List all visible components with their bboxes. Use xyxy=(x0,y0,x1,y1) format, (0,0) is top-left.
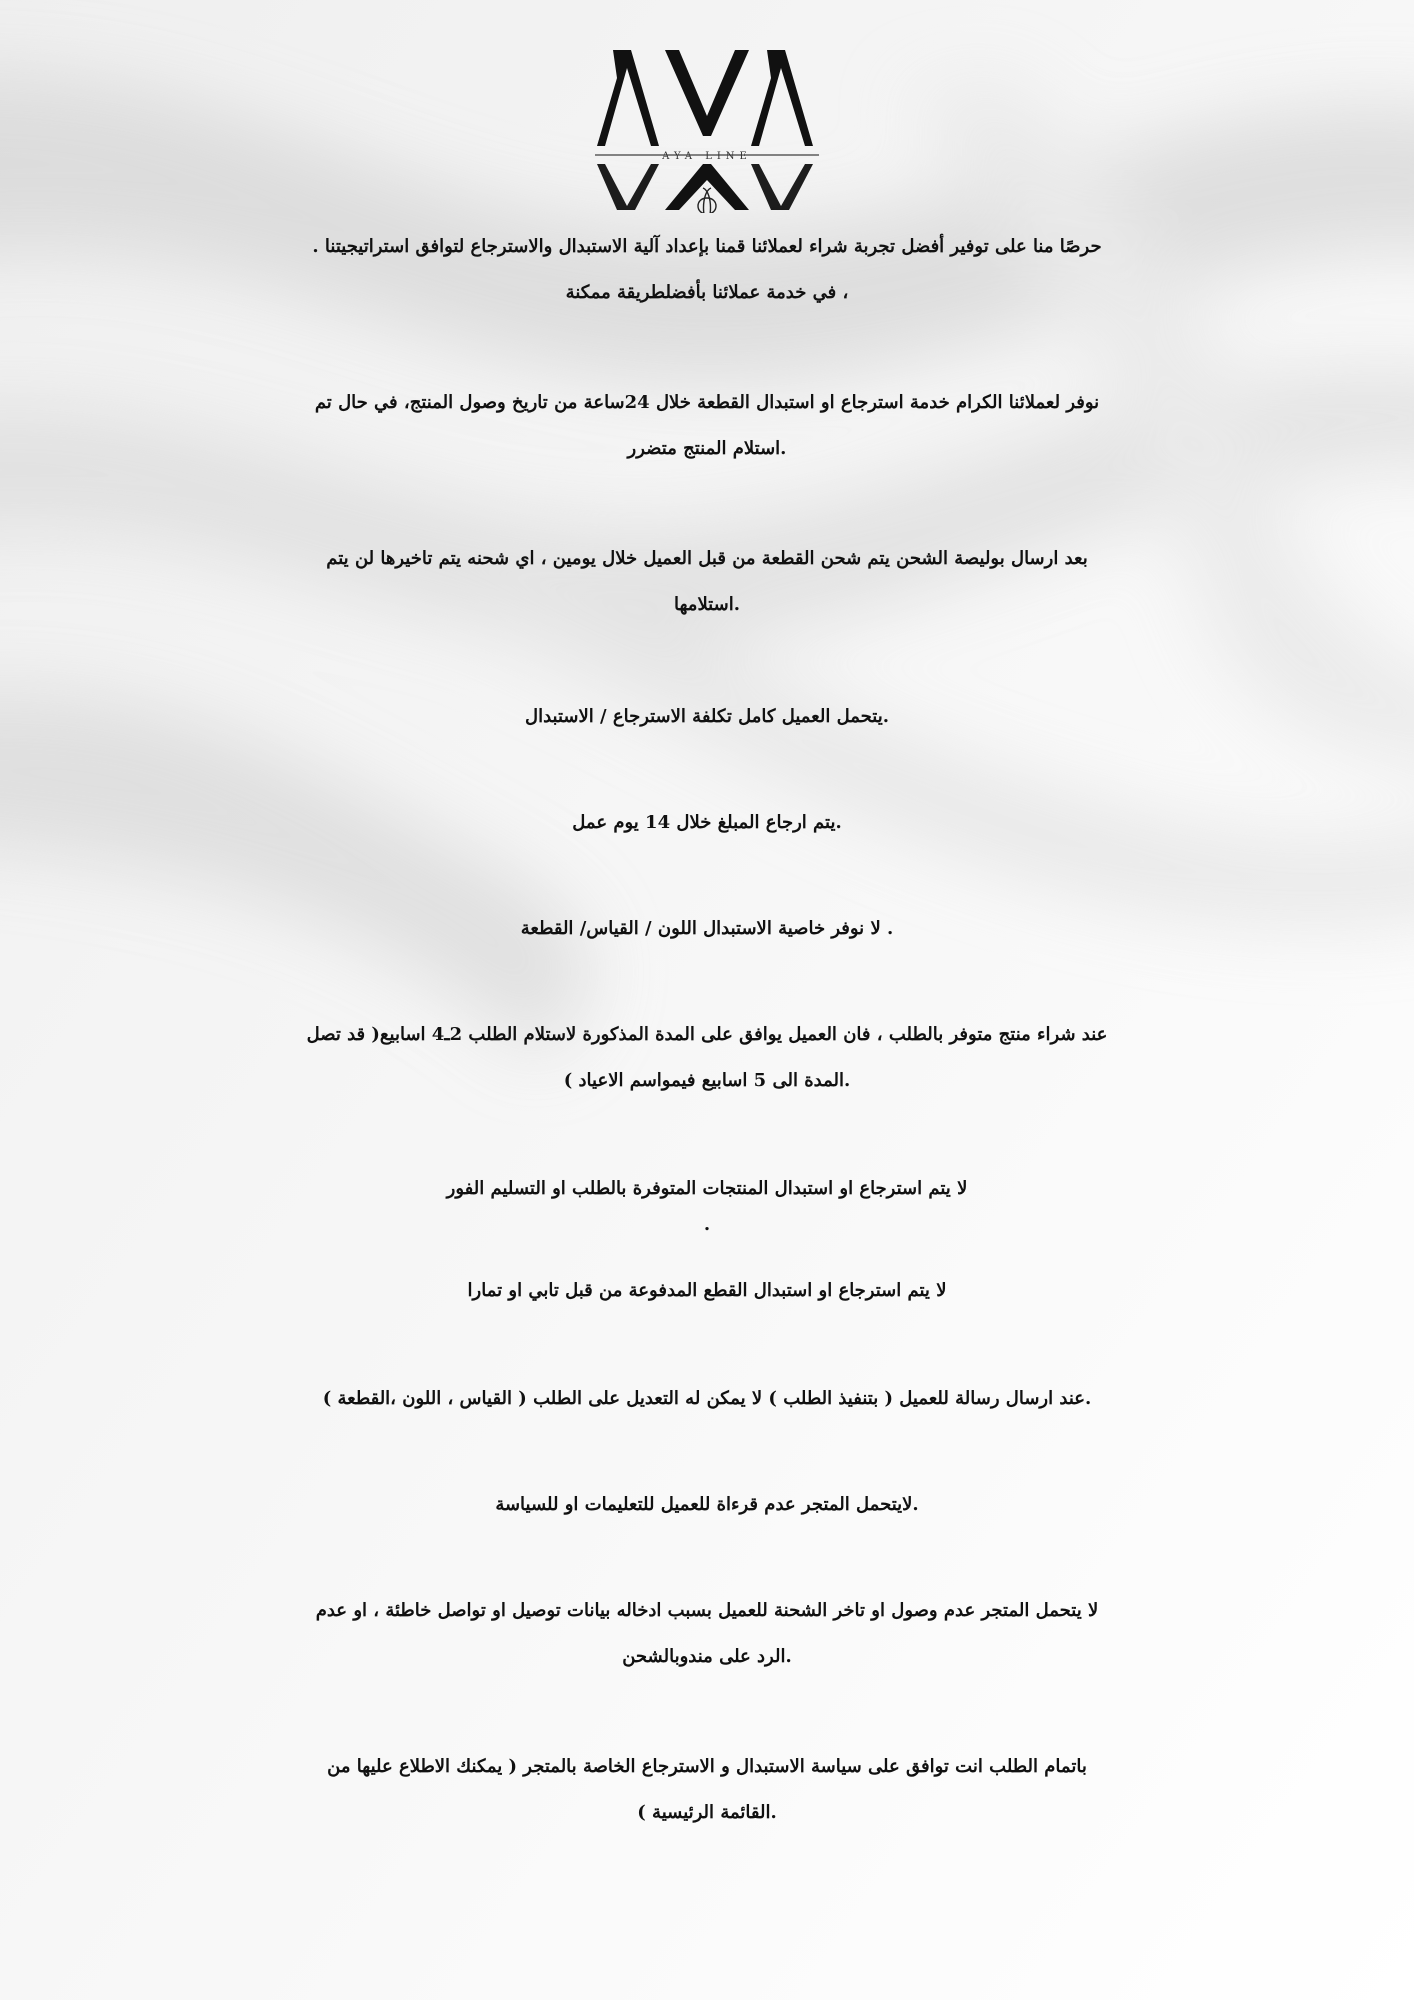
policy-item xyxy=(4,694,1410,740)
policy-item xyxy=(4,536,1410,628)
policy-item xyxy=(4,1744,1410,1836)
policy-line: .يتحمل العميل كامل تكلفة الاسترجاع / الاستبدال xyxy=(525,706,889,727)
policy-line: ، في خدمة عملائنا بأفضلطريقة ممكنة xyxy=(565,282,849,303)
policy-line: لا يتحمل المتجر عدم وصول او تاخر الشحنة للعميل بسبب ادخاله بيانات توصيل او تواصل خاطئة ، او عدم xyxy=(315,1600,1099,1621)
policy-line: باتمام الطلب انت توافق على سياسة الاستبدال و الاسترجاع الخاصة بالمتجر ( يمكنك الاطلاع عليها من xyxy=(327,1756,1087,1777)
policy-line: .استلامها xyxy=(674,594,740,615)
policy-line: حرصًا منا على توفير أفضل تجربة شراء لعملائنا قمنا بإعداد آلية الاستبدال والاسترجاع لتوافق استراتيجيتنا . xyxy=(312,236,1102,257)
aya-line-logo xyxy=(557,38,857,213)
policy-item xyxy=(4,224,1410,316)
policy-line: لا يتم استرجاع او استبدال المنتجات المتوفرة بالطلب او التسليم الفور xyxy=(446,1178,968,1199)
policy-line: .لايتحمل المتجر عدم قرءاة للعميل للتعليمات او للسياسة xyxy=(495,1494,919,1515)
policy-line: .المدة الى 5 اسابيع فيمواسم الاعياد ) xyxy=(563,1070,851,1091)
policy-line: . xyxy=(703,1214,711,1235)
policy-line: عند شراء منتج متوفر بالطلب ، فان العميل يوافق على المدة المذكورة لاستلام الطلب 2ـ4 اسابيع( قد تصل xyxy=(306,1024,1108,1045)
logo-subtext: AYA LINE xyxy=(662,151,752,162)
policy-item xyxy=(4,1268,1410,1314)
policy-line: .يتم ارجاع المبلغ خلال 14 يوم عمل xyxy=(572,812,842,833)
policy-item xyxy=(4,1482,1410,1528)
policy-line: .عند ارسال رسالة للعميل ( بتنفيذ الطلب ) لا يمكن له التعديل على الطلب ( القياس ، اللون ،القطعة ) xyxy=(322,1388,1092,1409)
policy-item xyxy=(4,1166,1410,1238)
policy-item xyxy=(4,380,1410,472)
policy-item xyxy=(4,1588,1410,1680)
policy-item xyxy=(4,906,1410,952)
policy-line: بعد ارسال بوليصة الشحن يتم شحن القطعة من قبل العميل خلال يومين ، اي شحنه يتم تاخيرها لن يتم xyxy=(326,548,1088,569)
policy-line: نوفر لعملائنا الكرام خدمة استرجاع او استبدال القطعة خلال 24ساعة من تاريخ وصول المنتج، في حال تم xyxy=(314,392,1100,413)
policy-line: .استلام المنتج متضرر xyxy=(627,438,787,459)
policy-line: .الرد على مندوبالشحن xyxy=(622,1646,792,1667)
policy-item xyxy=(4,800,1410,846)
policy-line: .القائمة الرئيسية ) xyxy=(637,1802,777,1823)
policy-item xyxy=(4,1376,1410,1422)
policy-item xyxy=(4,1012,1410,1104)
policy-line: . لا نوفر خاصية الاستبدال اللون / القياس/ القطعة xyxy=(520,918,894,939)
policy-line: لا يتم استرجاع او استبدال القطع المدفوعة من قبل تابي او تمارا xyxy=(467,1280,947,1301)
